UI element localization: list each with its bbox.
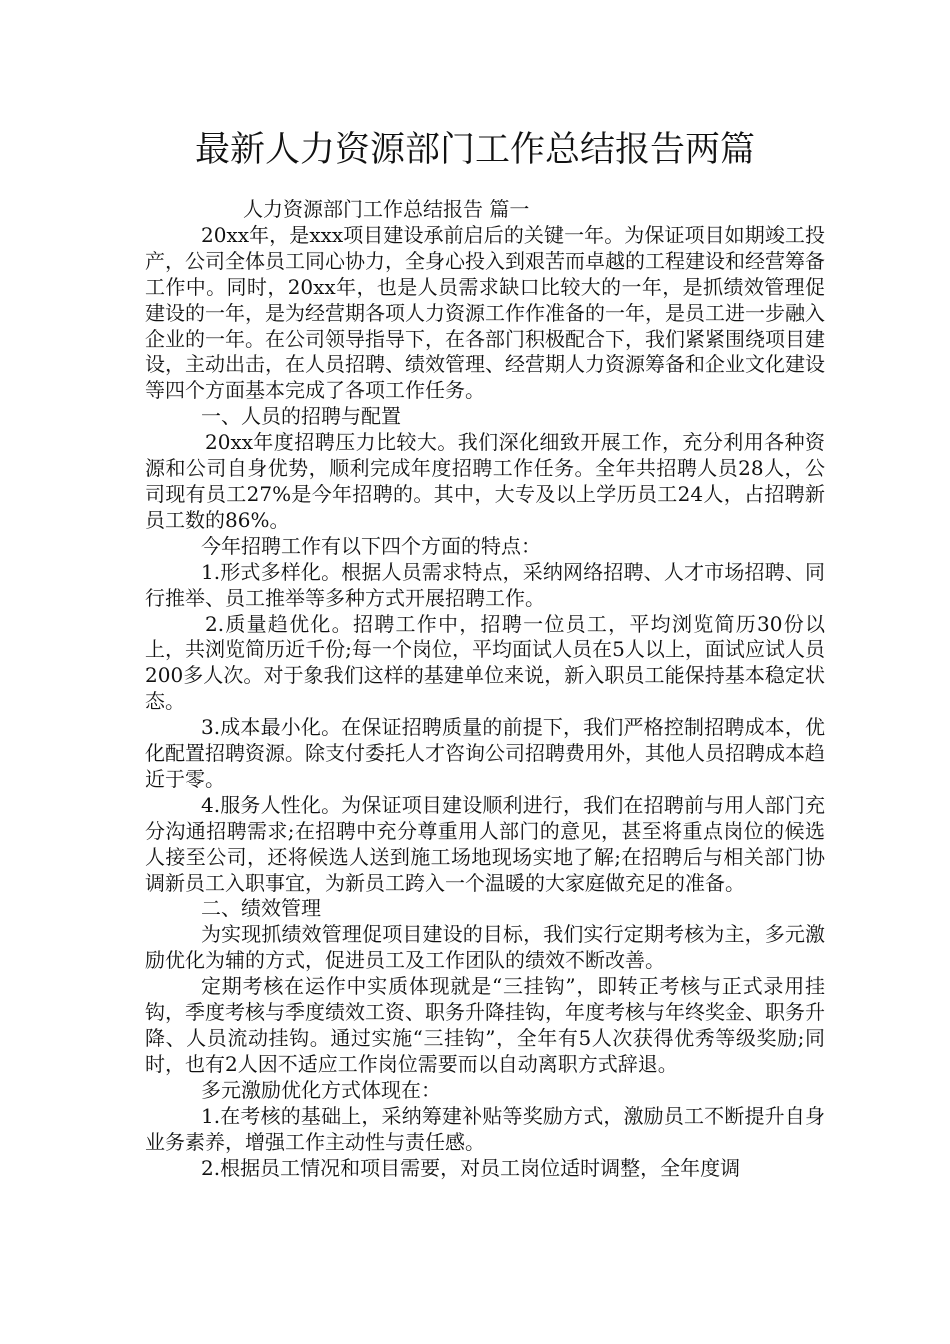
paragraph: 定期考核在运作中实质体现就是“三挂钩”，即转正考核与正式录用挂钩，季度考核与季度绩效工资、职务升降挂钩，年度考核与年终奖金、职务升降、人员流动挂钩。通过实施“三挂钩”，全年有5人次获得优秀等级奖励;同时，也有2人因不适应工作岗位需要而以自动离职方式辞退。 — [145, 974, 825, 1076]
list-item: 1.在考核的基础上，采纳筹建补贴等奖励方式，激励员工不断提升自身业务素养，增强工作主动性与责任感。 — [145, 1103, 825, 1154]
list-item: 4.服务人性化。为保证项目建设顺利进行，我们在招聘前与用人部门充分沟通招聘需求;在招聘中充分尊重用人部门的意见，甚至将重点岗位的候选人接至公司，还将候选人送到施工场地现场实地了解;在招聘后与相关部门协调新员工入职事宜，为新员工跨入一个温暖的大家庭做充足的准备。 — [145, 792, 825, 895]
list-item: 3.成本最小化。在保证招聘质量的前提下，我们严格控制招聘成本，优化配置招聘资源。除支付委托人才咨询公司招聘费用外，其他人员招聘成本趋近于零。 — [145, 715, 825, 791]
paragraph: 为实现抓绩效管理促项目建设的目标，我们实行定期考核为主，多元激励优化为辅的方式，促进员工及工作团队的绩效不断改善。 — [145, 922, 825, 973]
paragraph: 今年招聘工作有以下四个方面的特点： — [201, 533, 541, 558]
document-body — [145, 197, 825, 1181]
paragraph: 多元激励优化方式体现在： — [201, 1077, 441, 1102]
paragraph: 20xx年，是xxx项目建设承前启后的关键一年。为保证项目如期竣工投产，公司全体员工同心协力，全身心投入到艰苦而卓越的工程建设和经营筹备工作中。同时，20xx年，也是人员需求缺口比较大的一年，是抓绩效管理促建设的一年，是为经营期各项人力资源工作作准备的一年，是员工进一步融入企业的一年。在公司领导指导下，在各部门积极配合下，我们紧紧围绕项目建设，主动出击，在人员招聘、绩效管理、经营期人力资源筹备和企业文化建设等四个方面基本完成了各项工作任务。 — [145, 222, 825, 403]
list-item: 2.根据员工情况和项目需要，对员工岗位适时调整，全年度调 — [201, 1155, 741, 1180]
paragraph: 20xx年度招聘压力比较大。我们深化细致开展工作，充分利用各种资源和公司自身优势，顺利完成年度招聘工作任务。全年共招聘人员28人，公司现有员工27%是今年招聘的。其中，大专及以上学历员工24人，占招聘新员工数的86%。 — [145, 430, 825, 532]
list-item: 2.质量趋优化。招聘工作中，招聘一位员工，平均浏览简历30份以上，共浏览简历近千份;每一个岗位，平均面试人员在5人以上，面试应试人员200多人次。对于象我们这样的基建单位来说，新入职员工能保持基本稳定状态。 — [145, 611, 825, 714]
section-heading: 一、人员的招聘与配置 — [201, 404, 401, 429]
section-subtitle: 人力资源部门工作总结报告 篇一 — [243, 197, 530, 221]
list-item: 1.形式多样化。根据人员需求特点，采纳网络招聘、人才市场招聘、同行推举、员工推举等多种方式开展招聘工作。 — [145, 559, 825, 610]
document-title: 最新人力资源部门工作总结报告两篇 — [194, 130, 755, 170]
section-heading: 二、绩效管理 — [201, 896, 321, 921]
